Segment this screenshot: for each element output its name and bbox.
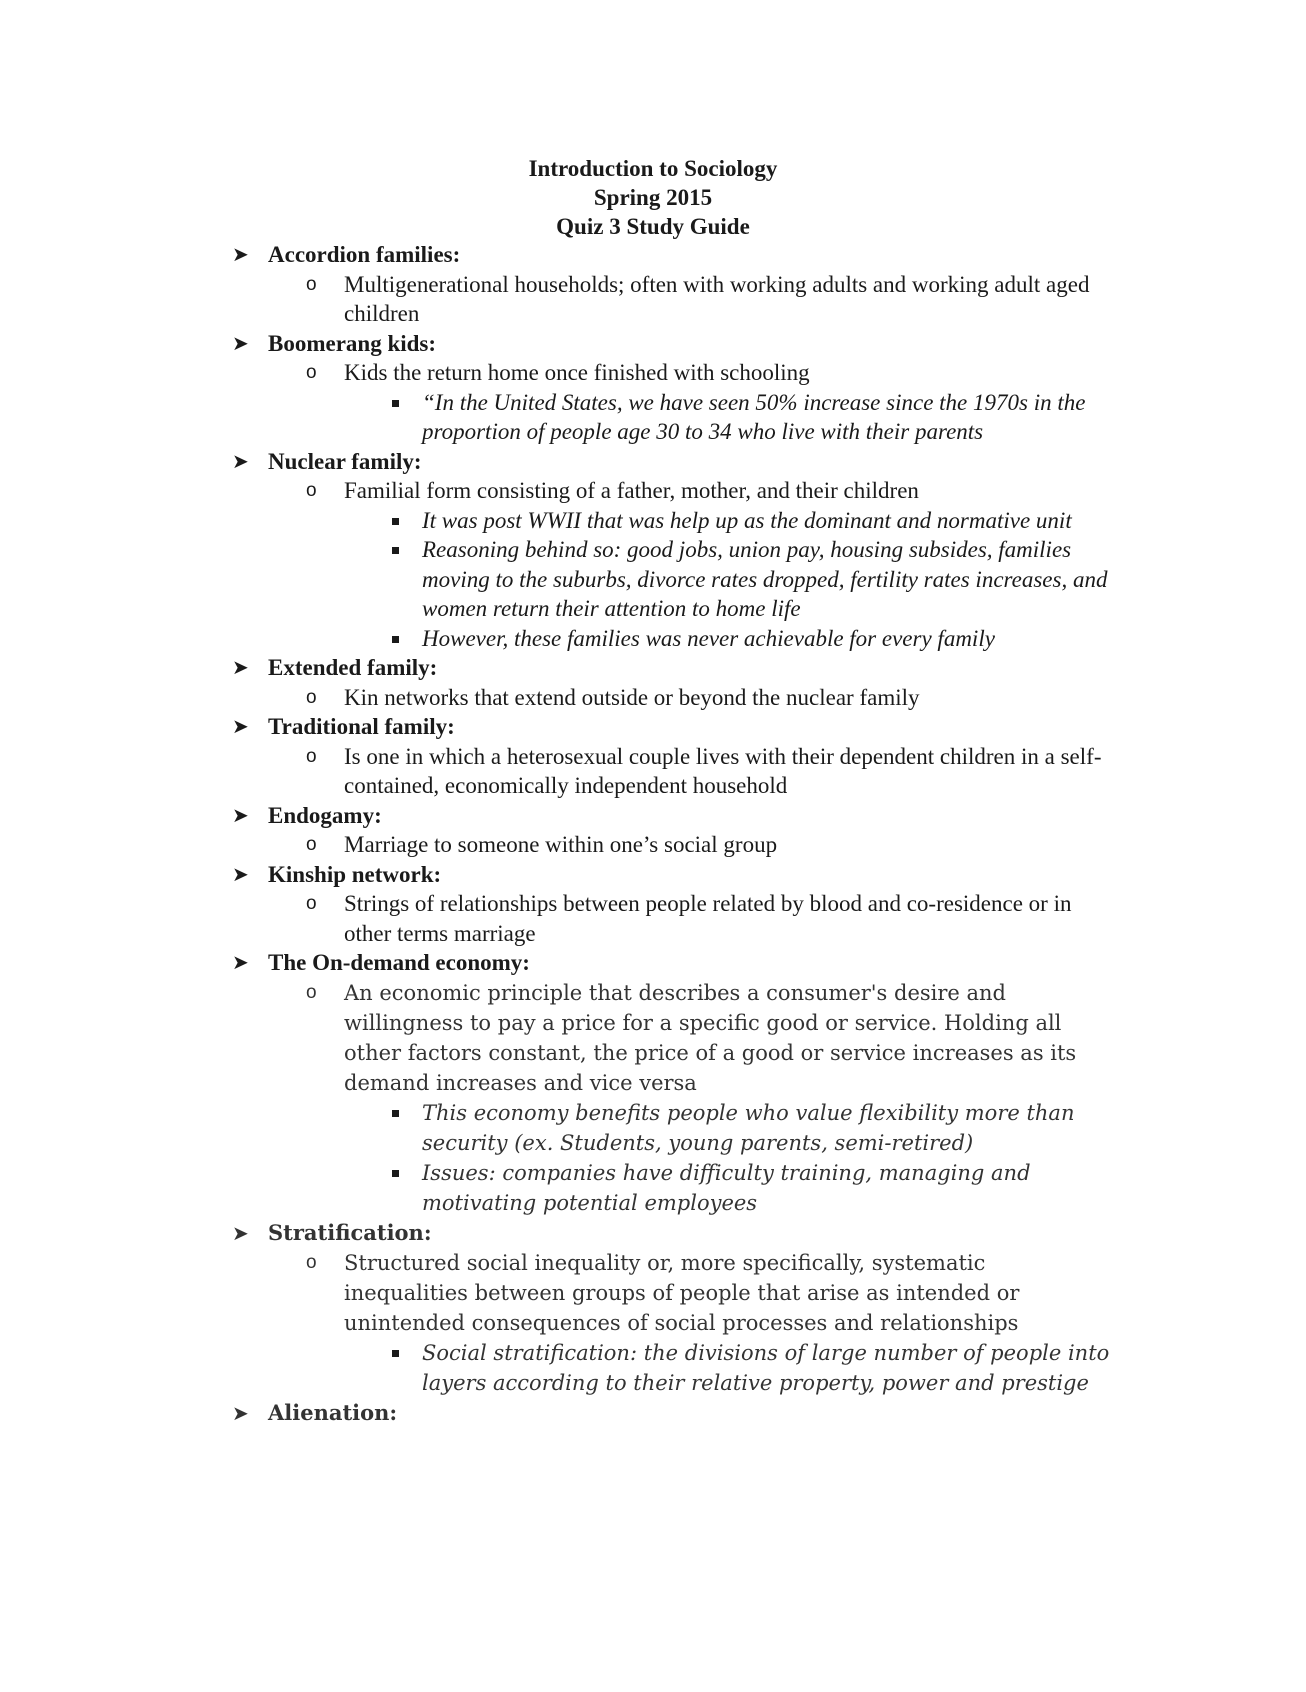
term-on-demand-economy: [0, 948, 1306, 978]
definition: [0, 358, 1306, 388]
arrow-bullet-icon: ➤: [232, 1400, 249, 1425]
arrow-bullet-icon: ➤: [232, 655, 249, 679]
term-boomerang-kids: [0, 329, 1306, 359]
term-nuclear-family: [0, 447, 1306, 477]
term-label: Traditional family:: [268, 714, 455, 739]
circle-bullet-icon: o: [306, 834, 317, 855]
guide-title: Quiz 3 Study Guide: [556, 214, 750, 239]
sub-point: [0, 624, 1306, 654]
term-extended-family: [0, 653, 1306, 683]
sub-point-text: Issues: companies have difficulty training, managing and motivating potential employees: [422, 1160, 1031, 1215]
definition-text: Kin networks that extend outside or beyond the nuclear family: [344, 684, 920, 710]
arrow-bullet-icon: ➤: [232, 242, 249, 266]
definition-text: Multigenerational households; often with working adults and working adult aged children: [344, 271, 1090, 326]
sub-point-text: Social stratification: the divisions of large number of people into layers according to their relative property, power and prestige: [422, 1340, 1110, 1395]
term-stratification: [0, 1218, 1306, 1248]
sub-point: [0, 1158, 1306, 1218]
circle-bullet-icon: o: [306, 686, 317, 708]
square-bullet-icon: [392, 1110, 399, 1117]
term-traditional-family: [0, 712, 1306, 742]
sub-point-text: This economy benefits people who value flexibility more than security (ex. Students, young parents, semi-retired): [422, 1100, 1075, 1155]
sub-point: [0, 1098, 1306, 1158]
term-label: Nuclear family:: [268, 448, 422, 474]
definition: [0, 1248, 1306, 1338]
sub-point-text: “In the United States, we have seen 50% increase since the 1970s in the proportion of people age 30 to 34 who live with their parents: [422, 389, 1086, 444]
definition: [0, 476, 1306, 506]
square-bullet-icon: [392, 1170, 399, 1177]
circle-bullet-icon: o: [306, 362, 317, 383]
arrow-bullet-icon: ➤: [232, 1220, 249, 1245]
arrow-bullet-icon: ➤: [232, 330, 249, 355]
square-bullet-icon: [392, 636, 399, 643]
definition: [0, 978, 1306, 1098]
circle-bullet-icon: o: [306, 745, 317, 767]
term-label: Kinship network:: [268, 861, 442, 887]
term-label: Boomerang kids:: [268, 330, 437, 356]
term-label: Endogamy:: [268, 802, 382, 828]
arrow-bullet-icon: ➤: [232, 861, 249, 886]
definition-text: Marriage to someone within one’s social group: [344, 832, 778, 857]
square-bullet-icon: [392, 1350, 399, 1357]
sub-point: [0, 535, 1306, 624]
definition: [0, 742, 1306, 801]
term-label: Alienation:: [268, 1399, 398, 1425]
square-bullet-icon: [392, 518, 399, 525]
sub-point-text: It was post WWII that was help up as the dominant and normative unit: [422, 507, 1072, 533]
term-label: Extended family:: [268, 655, 438, 680]
term-label: The On-demand economy:: [268, 950, 530, 975]
semester: Spring 2015: [593, 185, 713, 210]
definition-text: Familial form consisting of a father, mother, and their children: [344, 478, 919, 503]
arrow-bullet-icon: ➤: [232, 714, 249, 738]
square-bullet-icon: [392, 547, 399, 554]
term-kinship-network: [0, 860, 1306, 890]
course-title: Introduction to Sociology: [528, 156, 778, 181]
arrow-bullet-icon: ➤: [232, 950, 249, 974]
arrow-bullet-icon: ➤: [232, 802, 249, 827]
arrow-bullet-icon: ➤: [232, 448, 249, 473]
term-label: Accordion families:: [268, 242, 461, 267]
circle-bullet-icon: o: [306, 480, 317, 501]
definition: [0, 830, 1306, 860]
definition: [0, 270, 1306, 329]
circle-bullet-icon: o: [306, 981, 317, 1003]
term-endogamy: [0, 801, 1306, 831]
definition: [0, 683, 1306, 713]
sub-point: [0, 506, 1306, 536]
sub-point: [0, 1338, 1306, 1398]
sub-point-text: Reasoning behind so: good jobs, union pay, housing subsides, families moving to the suburbs, divorce rates dropped, fertility rates increases, and women return their attention to home life: [422, 537, 1108, 621]
study-guide-list: [0, 240, 1306, 1428]
definition: [0, 889, 1306, 948]
definition-text: Strings of relationships between people related by blood and co-residence or in other terms marriage: [344, 891, 1072, 946]
circle-bullet-icon: o: [306, 893, 317, 914]
definition-text: Is one in which a heterosexual couple lives with their dependent children in a self-contained, economically independent household: [344, 743, 1102, 798]
definition-text: Kids the return home once finished with schooling: [344, 360, 810, 385]
term-accordion-families: [0, 240, 1306, 270]
sub-point: [0, 388, 1306, 447]
definition-text: An economic principle that describes a consumer's desire and willingness to pay a price for a specific good or service. Holding all other factors constant, the price of a good or service increases as its demand increases and vice versa: [344, 980, 1077, 1095]
circle-bullet-icon: o: [306, 273, 317, 295]
circle-bullet-icon: o: [306, 1251, 317, 1273]
document-header: [0, 154, 1306, 241]
definition-text: Structured social inequality or, more specifically, systematic inequalities between groups of people that arise as intended or unintended consequences of social processes and relationships: [344, 1250, 1020, 1335]
square-bullet-icon: [392, 400, 399, 407]
term-label: Stratification:: [268, 1219, 432, 1245]
term-alienation: [0, 1398, 1306, 1428]
sub-point-text: However, these families was never achievable for every family: [422, 625, 995, 651]
